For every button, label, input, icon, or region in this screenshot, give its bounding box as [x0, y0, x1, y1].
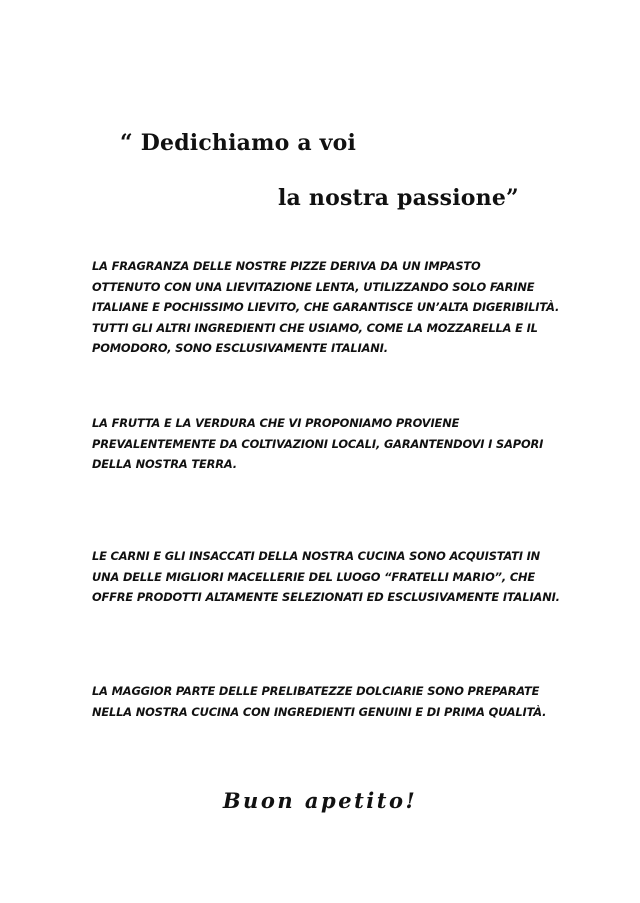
paragraph-meats	[92, 546, 562, 608]
paragraph-line: ITALIANE E POCHISSIMO LIEVITO, CHE GARANTISCE UN’ALTA DIGERIBILITÀ.	[92, 300, 560, 314]
paragraph-line: DELLA NOSTRA TERRA.	[92, 457, 237, 471]
paragraph-pizza	[92, 256, 562, 359]
paragraph-line: LA FRAGRANZA DELLE NOSTRE PIZZE DERIVA DA UN IMPASTO	[92, 259, 481, 273]
paragraph-line: OFFRE PRODOTTI ALTAMENTE SELEZIONATI ED ESCLUSIVAMENTE ITALIANI.	[92, 590, 560, 604]
paragraph-line: LA MAGGIOR PARTE DELLE PRELIBATEZZE DOLCIARIE SONO PREPARATE	[92, 684, 540, 698]
paragraph-line: NELLA NOSTRA CUCINA CON INGREDIENTI GENUINI E DI PRIMA QUALITÀ.	[92, 704, 547, 719]
paragraph-line: PREVALENTEMENTE DA COLTIVAZIONI LOCALI, GARANTENDOVI I SAPORI	[92, 436, 544, 451]
paragraph-line: OTTENUTO CON UNA LIEVITAZIONE LENTA, UTILIZZANDO SOLO FARINE	[92, 279, 535, 294]
paragraph-line: UNA DELLE MIGLIORI MACELLERIE DEL LUOGO “FRATELLI MARIO”, CHE	[92, 569, 536, 584]
paragraph-line: LA FRUTTA E LA VERDURA CHE VI PROPONIAMO PROVIENE	[92, 416, 460, 430]
heading-line-1: “ Dedichiamo a voi	[120, 130, 357, 156]
paragraph-produce	[92, 413, 562, 475]
closing-greeting: Buon apetito!	[222, 788, 418, 813]
paragraph-line: LE CARNI E GLI INSACCATI DELLA NOSTRA CUCINA SONO ACQUISTATI IN	[92, 549, 541, 563]
heading-line-2: la nostra passione”	[278, 185, 519, 211]
paragraph-line: POMODORO, SONO ESCLUSIVAMENTE ITALIANI.	[92, 341, 388, 355]
paragraph-line: TUTTI GLI ALTRI INGREDIENTI CHE USIAMO, COME LA MOZZARELLA E IL	[92, 320, 538, 335]
paragraph-desserts	[92, 681, 562, 722]
